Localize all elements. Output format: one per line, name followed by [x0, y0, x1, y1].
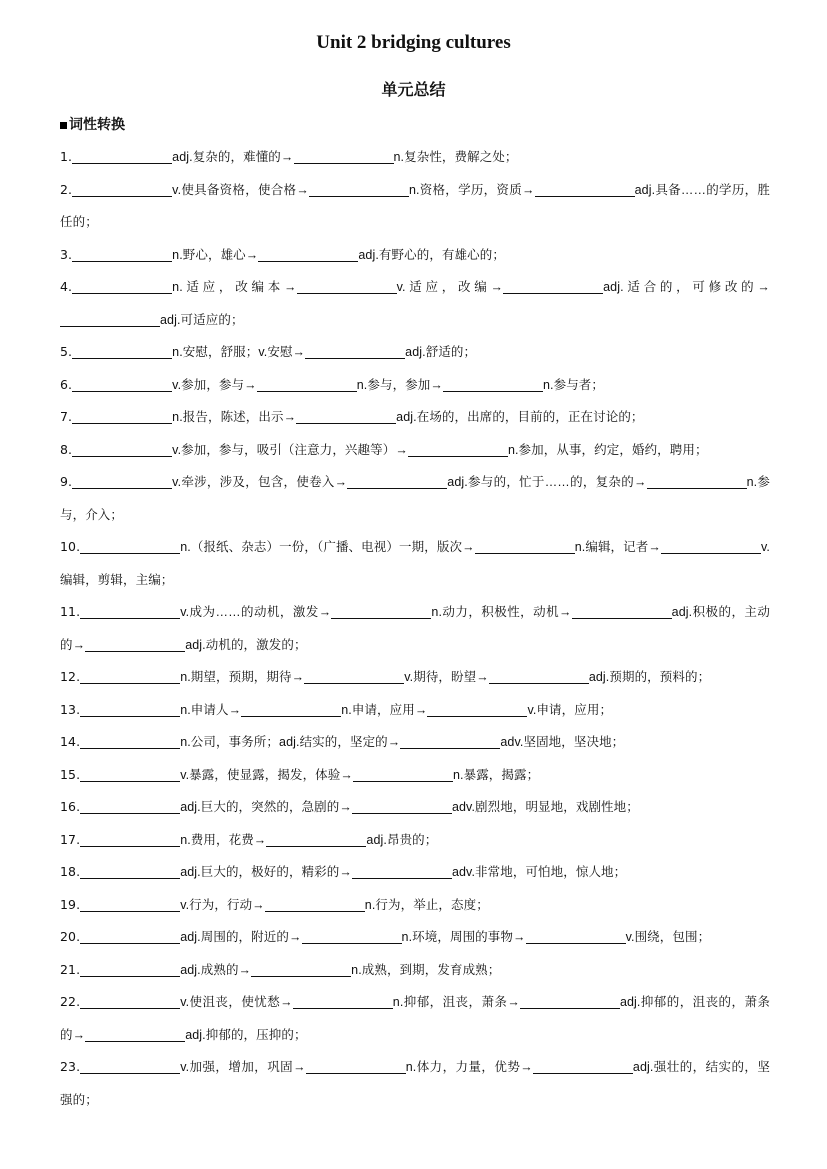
answer-blank[interactable] — [408, 441, 508, 457]
item-text: n.申请人→ — [180, 702, 242, 717]
item-text: n.野心，雄心→ — [172, 247, 259, 262]
item-text: adj.预期的，预料的； — [588, 670, 711, 684]
answer-blank[interactable] — [526, 928, 626, 944]
exercise-item — [60, 369, 770, 402]
exercise-item — [60, 824, 770, 857]
answer-blank[interactable] — [443, 376, 543, 392]
item-text: v.使沮丧，使忧愁→ — [180, 995, 293, 1009]
item-text: v.申请，应用； — [527, 702, 613, 717]
item-text: adj.抑郁的，压抑的； — [185, 1027, 307, 1042]
exercise-item — [60, 466, 770, 531]
answer-blank[interactable] — [347, 473, 447, 489]
item-text: v.使具备资格，使合格→ — [172, 182, 309, 197]
answer-blank[interactable] — [427, 701, 527, 717]
item-number: 7. — [60, 409, 73, 424]
item-text: n.申请，应用→ — [341, 702, 428, 717]
item-text: adj.成熟的→ — [180, 962, 252, 977]
answer-blank[interactable] — [80, 896, 180, 912]
exercise-item — [60, 174, 770, 239]
answer-blank[interactable] — [85, 1026, 185, 1042]
item-text: n.行为，举止，态度； — [364, 897, 489, 912]
item-text: n.报告，陈述，出示→ — [172, 410, 297, 424]
exercise-item — [60, 889, 770, 922]
item-text: v.期待，盼望→ — [404, 670, 489, 684]
item-number: 11. — [60, 604, 81, 619]
answer-blank[interactable] — [331, 603, 431, 619]
square-bullet-icon — [60, 122, 67, 129]
answer-blank[interactable] — [251, 961, 351, 977]
item-text: adj.巨大的，突然的，急剧的→ — [180, 800, 352, 814]
item-text: n.动力，积极性，动机→ — [431, 605, 572, 619]
answer-blank[interactable] — [535, 181, 635, 197]
item-text: n.参与，介入； — [60, 475, 770, 522]
answer-blank[interactable] — [257, 376, 357, 392]
item-number: 12. — [60, 669, 81, 684]
answer-blank[interactable] — [266, 831, 366, 847]
item-text: v.牵涉，涉及，包含，使卷入→ — [172, 475, 348, 489]
exercise-item — [60, 596, 770, 661]
item-text: adj.可适应的； — [160, 312, 244, 327]
item-text: adj.适合的，可修改的→ — [603, 280, 770, 294]
answer-blank[interactable] — [241, 701, 341, 717]
item-text: n.暴露，揭露； — [452, 767, 540, 782]
item-number: 17. — [60, 831, 81, 847]
answer-blank[interactable] — [309, 181, 409, 197]
item-text: n.参与，参加→ — [356, 377, 443, 392]
item-number: 6. — [60, 376, 73, 392]
answer-blank[interactable] — [265, 896, 365, 912]
answer-blank[interactable] — [80, 603, 180, 619]
item-text: v.围绕，包围； — [625, 930, 711, 944]
item-number: 18. — [60, 864, 81, 879]
answer-blank[interactable] — [305, 343, 405, 359]
answer-blank[interactable] — [306, 1058, 406, 1074]
exercise-item — [60, 759, 770, 792]
item-text: n.环境，周围的事物→ — [401, 930, 526, 944]
exercise-item — [60, 271, 770, 336]
answer-blank[interactable] — [80, 993, 180, 1009]
item-text: adj.昂贵的； — [366, 832, 438, 847]
answer-blank[interactable] — [72, 246, 172, 262]
item-number: 13. — [60, 701, 81, 717]
section-label: 词性转换 — [69, 117, 125, 133]
item-number: 1. — [60, 149, 73, 164]
answer-blank[interactable] — [80, 733, 180, 749]
exercise-item — [60, 1051, 770, 1116]
answer-blank[interactable] — [72, 376, 172, 392]
answer-blank[interactable] — [80, 1058, 180, 1074]
answer-blank[interactable] — [80, 668, 180, 684]
item-text: adj.积极的，主动的→ — [60, 605, 770, 652]
item-text: adj.参与的，忙于……的，复杂的→ — [447, 475, 647, 489]
item-text: v.参加，参与，吸引（注意力，兴趣等）→ — [172, 442, 408, 457]
item-text: n.成熟，到期，发育成熟； — [351, 962, 501, 977]
item-text: v.编辑，剪辑，主编； — [60, 540, 770, 587]
exercise-item — [60, 239, 770, 272]
item-text: adj.巨大的，极好的，精彩的→ — [180, 865, 352, 879]
exercise-item — [60, 791, 770, 824]
item-text: n.适应，改编本→ — [172, 280, 297, 294]
answer-blank[interactable] — [80, 701, 180, 717]
exercise-list — [60, 141, 770, 1116]
answer-blank[interactable] — [80, 961, 180, 977]
exercise-item — [60, 856, 770, 889]
item-text: adj.具备……的学历，胜任的； — [60, 182, 770, 229]
item-text: v.参加，参与→ — [172, 377, 257, 392]
item-number: 5. — [60, 344, 73, 359]
answer-blank[interactable] — [72, 473, 172, 489]
item-number: 14. — [60, 734, 81, 749]
page-subtitle: 单元总结 — [381, 80, 446, 99]
answer-blank[interactable] — [72, 181, 172, 197]
answer-blank[interactable] — [647, 473, 747, 489]
answer-blank[interactable] — [400, 733, 500, 749]
answer-blank[interactable] — [661, 538, 761, 554]
item-text: adj.周围的，附近的→ — [180, 930, 302, 944]
item-text: adj.有野心的，有雄心的； — [358, 247, 505, 262]
answer-blank[interactable] — [80, 863, 180, 879]
item-text: n.资格，学历，资质→ — [408, 182, 535, 197]
item-number: 19. — [60, 896, 81, 912]
item-text: adj.强壮的，结实的，坚强的； — [60, 1060, 770, 1107]
item-number: 16. — [60, 799, 81, 814]
item-number: 3. — [60, 246, 73, 262]
exercise-item — [60, 726, 770, 759]
answer-blank[interactable] — [80, 928, 180, 944]
item-number: 9. — [60, 474, 73, 489]
item-text: n.公司，事务所；adj.结实的，坚定的→ — [180, 735, 401, 749]
answer-blank[interactable] — [520, 993, 620, 1009]
exercise-item — [60, 694, 770, 727]
answer-blank[interactable] — [352, 863, 452, 879]
exercise-item — [60, 401, 770, 434]
answer-blank[interactable] — [72, 441, 172, 457]
exercise-item — [60, 954, 770, 987]
answer-blank[interactable] — [85, 636, 185, 652]
section-heading — [60, 114, 125, 134]
exercise-item — [60, 986, 770, 1051]
answer-blank[interactable] — [80, 538, 180, 554]
item-number: 20. — [60, 929, 81, 944]
item-text: adv.非常地，可怕地，惊人地； — [451, 865, 627, 879]
item-text: adj.舒适的； — [405, 345, 477, 359]
item-text: adj.动机的，激发的； — [185, 637, 307, 652]
answer-blank[interactable] — [296, 408, 396, 424]
answer-blank[interactable] — [80, 766, 180, 782]
item-number: 10. — [60, 539, 81, 554]
item-text: n.（报纸、杂志）一份，（广播、电视）一期，版次→ — [180, 540, 475, 554]
item-text: v.加强，增加，巩固→ — [180, 1060, 306, 1074]
item-text: adj.复杂的，难懂的→ — [172, 150, 294, 164]
item-text: n.体力，力量，优势→ — [405, 1060, 533, 1074]
item-number: 2. — [60, 181, 73, 197]
item-text: adj.在场的，出席的，目前的，正在讨论的； — [396, 410, 644, 424]
exercise-item — [60, 336, 770, 369]
answer-blank[interactable] — [297, 278, 397, 294]
answer-blank[interactable] — [72, 343, 172, 359]
answer-blank[interactable] — [533, 1058, 633, 1074]
item-text: n.抑郁，沮丧，萧条→ — [392, 995, 520, 1009]
item-text: n.安慰，舒服；v.安慰→ — [172, 345, 306, 359]
answer-blank[interactable] — [72, 148, 172, 164]
exercise-item — [60, 141, 770, 174]
exercise-item — [60, 531, 770, 596]
item-text: v.适应，改编→ — [396, 280, 504, 294]
item-text: adj.抑郁的，沮丧的，萧条的→ — [60, 995, 770, 1042]
answer-blank[interactable] — [503, 278, 603, 294]
page-title: Unit 2 bridging cultures — [316, 32, 511, 53]
answer-blank[interactable] — [294, 148, 394, 164]
answer-blank[interactable] — [80, 831, 180, 847]
answer-blank[interactable] — [353, 766, 453, 782]
answer-blank[interactable] — [60, 311, 160, 327]
answer-blank[interactable] — [72, 408, 172, 424]
answer-blank[interactable] — [80, 798, 180, 814]
item-number: 23. — [60, 1059, 81, 1074]
item-text: n.参加，从事，约定，婚约，聘用； — [507, 442, 708, 457]
answer-blank[interactable] — [302, 928, 402, 944]
item-number: 4. — [60, 279, 73, 294]
answer-blank[interactable] — [258, 246, 358, 262]
item-text: adv.坚固地，坚决地； — [500, 735, 625, 749]
item-number: 22. — [60, 994, 81, 1009]
item-text: n.期望，预期，期待→ — [180, 670, 305, 684]
answer-blank[interactable] — [72, 278, 172, 294]
answer-blank[interactable] — [352, 798, 452, 814]
answer-blank[interactable] — [293, 993, 393, 1009]
item-text: v.成为……的动机，激发→ — [180, 605, 332, 619]
answer-blank[interactable] — [304, 668, 404, 684]
item-text: n.编辑，记者→ — [574, 540, 661, 554]
item-number: 15. — [60, 766, 81, 782]
item-text: v.行为，行动→ — [180, 897, 265, 912]
item-text: v.暴露，使显露，揭发，体验→ — [180, 767, 353, 782]
exercise-item — [60, 434, 770, 467]
answer-blank[interactable] — [489, 668, 589, 684]
answer-blank[interactable] — [572, 603, 672, 619]
item-number: 8. — [60, 441, 73, 457]
item-number: 21. — [60, 961, 81, 977]
answer-blank[interactable] — [475, 538, 575, 554]
exercise-item — [60, 921, 770, 954]
item-text: adv.剧烈地，明显地，戏剧性地； — [451, 800, 639, 814]
item-text: n.参与者； — [542, 377, 605, 392]
item-text: n.费用，花费→ — [180, 832, 267, 847]
item-text: n.复杂性，费解之处； — [393, 150, 518, 164]
exercise-item — [60, 661, 770, 694]
